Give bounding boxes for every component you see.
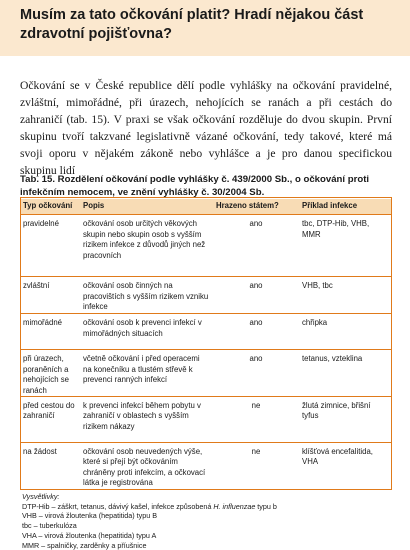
legend-line-vha: VHA – virová žloutenka (hepatitida) typu A	[22, 530, 157, 540]
legend-italic: H. influenzae	[213, 501, 256, 511]
cell-paid: ano	[213, 277, 299, 314]
cell-description: očkování osob neuvedených výše, které si přejí být očkováním chráněny proti infekcím, a očkovací látka je registrována	[83, 447, 206, 488]
cell-paid: ano	[213, 350, 299, 397]
cell-paid: ne	[213, 397, 299, 443]
cell-description: očkování osob k prevenci infekcí v mimořádných situacích	[80, 314, 213, 350]
legend-line-mmr: MMR – spalničky, zarděnky a příušnice	[22, 540, 147, 550]
table-row	[20, 314, 392, 350]
legend-line-vhb: VHB – virová žloutenka (hepatitida) typu B	[22, 511, 158, 521]
cell-type: mimořádné	[20, 314, 80, 350]
cell-example: klíšťová encefalitida, VHA	[302, 447, 373, 467]
legend-line-tbc: tbc – tuberkulóza	[22, 521, 77, 531]
cell-example: VHB, tbc	[299, 277, 392, 314]
cell-example: žlutá zimnice, břišní tyfus	[299, 397, 392, 443]
legend-text: typu b	[255, 501, 277, 511]
cell-example: tetanus, vzteklina	[299, 350, 392, 397]
cell-type: zvláštní	[20, 277, 80, 314]
cell-description: očkování osob určitých věkových skupin nebo skupin osob s vyšším rizikem infekce z důvodů jiných než pracovních	[80, 215, 213, 277]
body-paragraph: Očkování se v České republice dělí podle vyhlášky na očkování pravidelné, zvláštní, mimořádné, při úrazech, nehojících se ranách a při cestách do zahraničí (tab. 15). V praxi se však očkování rozděluje do dvou skupin. První skupinu tvoří takzvané legislativně vázané očkování, tedy takové, které má svoji oporu v nějakém zákoně nebo vyhlášce a je pro danou specifickou skupinu lidí	[20, 79, 392, 177]
cell-description: očkování osob činných na pracovištích s vyšším rizikem vzniku infekce	[80, 277, 213, 314]
cell-description: včetně očkování i před operacemi na konečníku a tlustém střevě k prevenci ranných infekcí	[80, 350, 213, 397]
table-row	[20, 397, 392, 443]
legend-line-dtp	[22, 502, 392, 512]
question-line-1: Musím za tato očkování platit? Hradí nějakou část	[20, 7, 364, 23]
cell-paid: ne	[251, 447, 261, 457]
table-header-row	[20, 199, 392, 215]
header-type: Typ očkování	[20, 199, 80, 215]
cell-paid: ano	[213, 215, 299, 277]
table-row	[20, 277, 392, 314]
legend-title: Vysvětlivky:	[22, 492, 60, 501]
table-row	[20, 215, 392, 277]
cell-paid: ano	[213, 314, 299, 350]
cell-example: tbc, DTP-Hib, VHB, MMR	[299, 215, 392, 277]
table-row	[20, 350, 392, 397]
cell-type: při úrazech, poraněních a nehojících se ranách	[20, 350, 80, 397]
question-title	[20, 6, 400, 44]
header-paid: Hrazeno státem?	[213, 199, 299, 215]
cell-type: pravidelné	[20, 215, 80, 277]
cell-type: na žádost	[23, 447, 57, 457]
vaccination-table	[20, 199, 392, 499]
question-line-2: zdravotní pojišťovna?	[20, 26, 172, 42]
cell-type: před cestou do zahraničí	[20, 397, 80, 443]
header-example: Příklad infekce	[299, 199, 392, 215]
table-caption: Tab. 15. Rozdělení očkování podle vyhlášky č. 439/2000 Sb., o očkování proti infekčním nemocem, ve znění vyhlášky č. 30/2004 Sb.	[20, 174, 370, 198]
header-description: Popis	[80, 199, 213, 215]
question-box	[0, 0, 410, 56]
cell-example: chřipka	[299, 314, 392, 350]
legend-text: DTP-Hib – záškrt, tetanus, dávivý kašel, infekce způsobená	[22, 501, 214, 511]
table-row	[20, 443, 392, 499]
table-legend	[22, 492, 392, 550]
cell-description: k prevenci infekcí během pobytu v zahraničí v oblastech s vyšším rizikem nákazy	[80, 397, 213, 443]
